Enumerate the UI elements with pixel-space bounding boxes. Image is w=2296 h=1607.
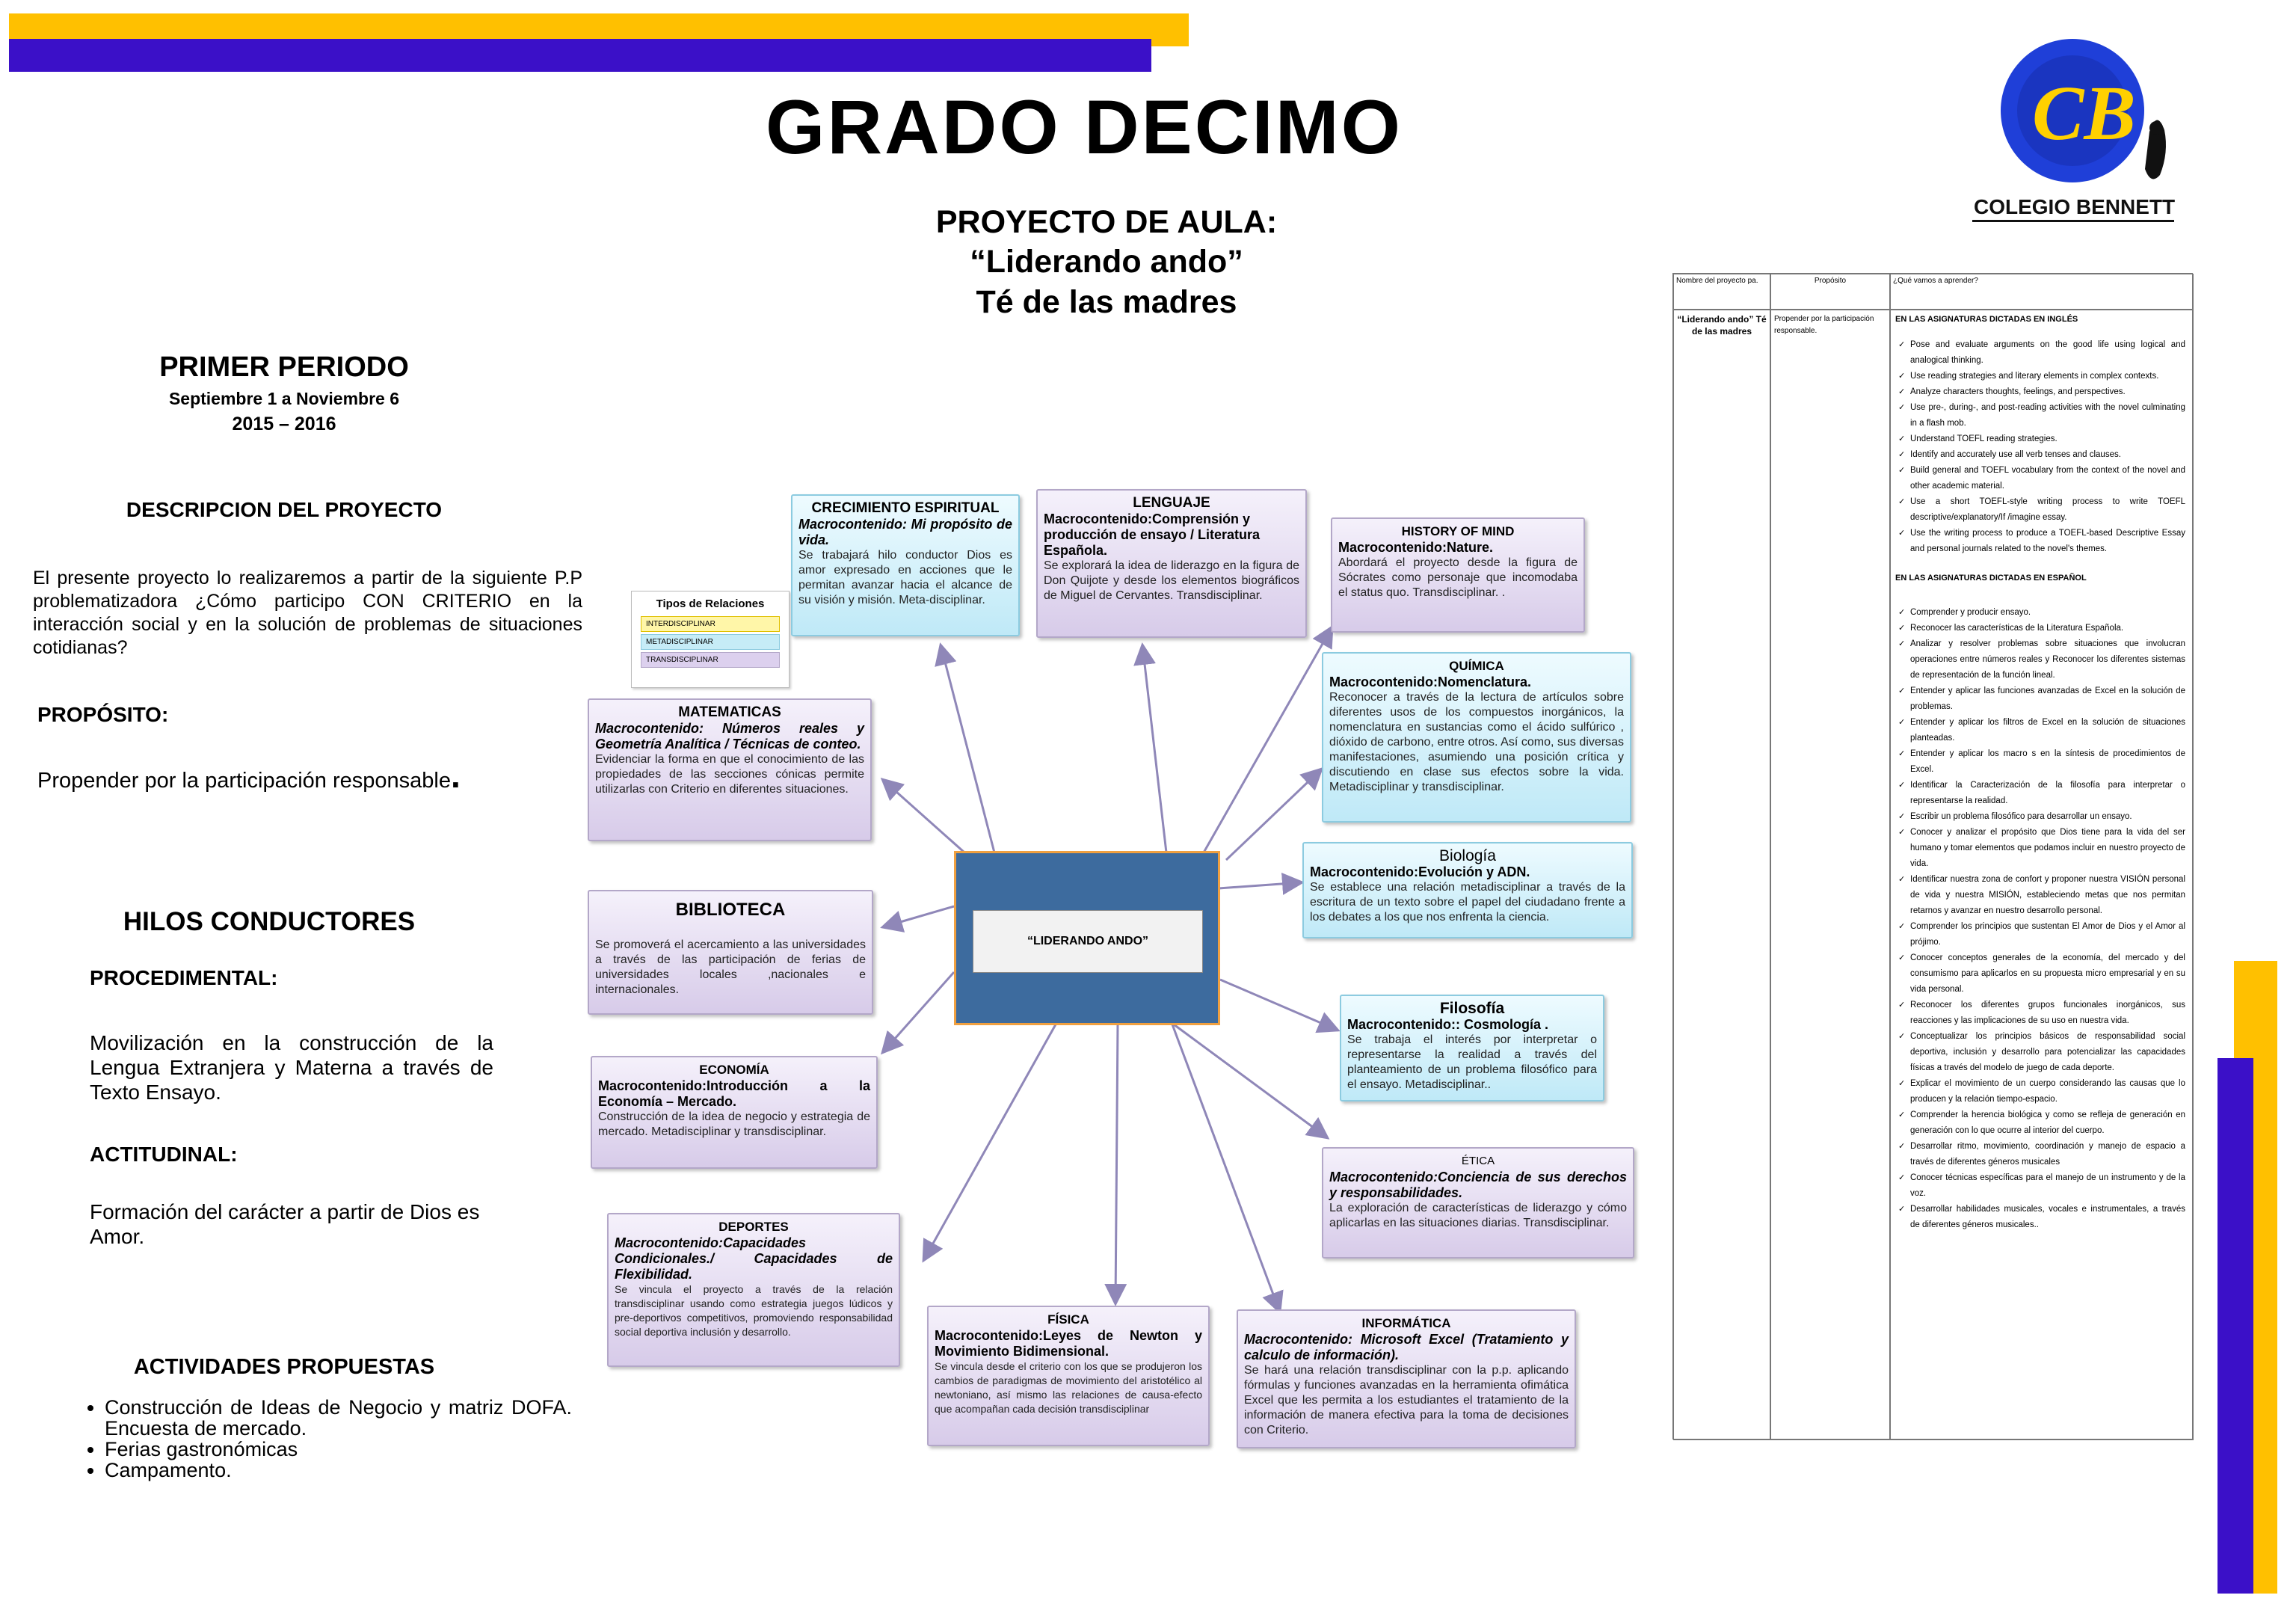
attitudinal-heading: ACTITUDINAL: bbox=[90, 1143, 238, 1166]
list-item: ✓ Analizar y resolver problemas sobre situaciones que involucran operaciones entre números reales y Reconocer los diferentes sistemas de representación de la función lineal. bbox=[1910, 636, 2188, 683]
list-item: ✓ Identificar la Caracterización de la filosofía para interpretar o representarse la realidad. bbox=[1910, 778, 2188, 809]
project-name: “Liderando ando” bbox=[970, 244, 1243, 280]
arrow-crecimiento bbox=[941, 645, 994, 852]
box-macro: Macrocontenido:Comprensión y producción de ensayo / Literatura Española. bbox=[1044, 511, 1261, 558]
arrow-biblioteca bbox=[882, 906, 954, 927]
table-spanish-heading: EN LAS ASIGNATURAS DICTADAS EN ESPAÑOL bbox=[1895, 574, 2087, 583]
arrow-economia bbox=[882, 972, 954, 1053]
box-body: Construcción de la idea de negocio y estrategia de mercado. Metadisciplinar y transdisciplinar. bbox=[598, 1110, 870, 1138]
list-item: ✓ Use the writing process to produce a TOEFL-based Descriptive Essay and personal journals related to the novel's themes. bbox=[1910, 526, 2188, 557]
box-informatica bbox=[1237, 1309, 1576, 1448]
table-learning-cell bbox=[1890, 310, 2194, 1440]
box-body: Evidenciar la forma en que el conocimiento de las propiedades de las secciones cónicas permite utilizarlas con Criterio en diferentes situaciones. bbox=[595, 753, 864, 796]
box-body: Se vincula desde el criterio con los que se produjeron los cambios de paradigmas de movimiento del aristotélico al newtoniano, así mismo las relaciones de causa-efecto que acompañan cada decisión transdisciplinar bbox=[935, 1360, 1202, 1415]
list-item: ✓ Reconocer los diferentes grupos funcionales inorgánicos, sus reacciones y las implicaciones de su uso en nuestra vida. bbox=[1910, 998, 2188, 1029]
procedural-text: Movilización en la construcción de la Lengua Extranjera y Materna a través de Texto Ensayo. bbox=[90, 1031, 493, 1104]
box-body: Se establece una relación metadisciplinar a través de la escritura de un texto sobre el papel del ciudadano frente a los debates a los que nos enfrenta la ciencia. bbox=[1310, 881, 1625, 924]
arrow-matematicas bbox=[882, 779, 964, 852]
list-item: ✓ Analyze characters thoughts, feelings, and perspectives. bbox=[1910, 384, 2188, 400]
list-item: ✓ Comprender la herencia biológica y como se refleja de generación en generación con lo que ocurre al interior del cuerpo. bbox=[1910, 1107, 2188, 1139]
project-label: PROYECTO DE AULA: bbox=[935, 204, 1278, 240]
list-item: ✓ Use pre-, during-, and post-reading activities with the novel culminating in a flash mob. bbox=[1910, 400, 2188, 431]
legend-title: Tipos de Relaciones bbox=[656, 597, 765, 610]
list-item: ✓ Desarrollar ritmo, movimiento, coordinación y manejo de espacio a través de diferentes géneros musicales bbox=[1910, 1139, 2188, 1170]
box-macro: Macrocontenido:Nature. bbox=[1338, 540, 1494, 555]
box-title: BIBLIOTECA bbox=[675, 900, 786, 920]
box-title: CRECIMIENTO ESPIRITUAL bbox=[811, 500, 1000, 516]
box-title: INFORMÁTICA bbox=[1361, 1316, 1451, 1330]
list-item: ✓ Pose and evaluate arguments on the good life using logical and analogical thinking. bbox=[1910, 337, 2188, 369]
box-macro: Macrocontenido:Nomenclatura. bbox=[1329, 675, 1532, 689]
period-year: 2015 – 2016 bbox=[232, 414, 336, 434]
box-macro: Macrocontenido:Conciencia de sus derechos y responsabilidades. bbox=[1329, 1170, 1627, 1200]
arrow-fisica bbox=[1115, 1024, 1118, 1304]
table-project-cell bbox=[1673, 310, 1770, 1440]
list-item: ✓ Conceptualizar los principios básicos de responsabilidad social deportiva, inclusión y desarrollo para potencializar las capacidades físicas a través del modelo de juego de cada deporte. bbox=[1910, 1029, 2188, 1076]
arrow-filosofia bbox=[1220, 980, 1338, 1030]
box-macro: Macrocontenido: Números reales y Geometría Analítica / Técnicas de conteo. bbox=[595, 721, 864, 752]
box-body: Abordará el proyecto desde la figura de Sócrates como personaje que incomodaba el status quo. Transdisciplinar. . bbox=[1338, 556, 1578, 599]
list-item: • Campamento. bbox=[105, 1460, 572, 1481]
box-macro: Macrocontenido:Leyes de Newton y Movimiento Bidimensional. bbox=[935, 1328, 1202, 1359]
box-quimica bbox=[1322, 652, 1631, 823]
box-title: QUÍMICA bbox=[1449, 659, 1504, 673]
box-etica bbox=[1322, 1147, 1634, 1259]
legend-item-metadisciplinar: METADISCIPLINAR bbox=[641, 634, 780, 650]
arrow-deportes bbox=[923, 1024, 1056, 1261]
attitudinal-text: Formación del carácter a partir de Dios es Amor. bbox=[90, 1200, 480, 1248]
spanish-list bbox=[1895, 605, 2188, 1233]
list-item: ✓ Desarrollar habilidades musicales, vocales e instrumentales, a través de diferentes géneros musicales.. bbox=[1910, 1202, 2188, 1233]
central-node bbox=[954, 851, 1220, 1025]
description-text: El presente proyecto lo realizaremos a partir de la siguiente P.P problematizadora ¿Cómo participo CON CRITERIO en la interacción social y en la solución de problemas de situaciones cotidianas? bbox=[33, 568, 582, 658]
list-item: ✓ Reconocer las características de la Literatura Española. bbox=[1910, 621, 2188, 636]
threads-heading: HILOS CONDUCTORES bbox=[123, 907, 416, 936]
list-item: ✓ Conocer y analizar el propósito que Dios tiene para la vida del ser humano y tomar elementos que podamos incluir en nuestro proyecto de vida. bbox=[1910, 825, 2188, 872]
box-body: Reconocer a través de la lectura de artículos sobre diferentes usos de los compuestos inorgánicos, la nomenclatura en sustancias como el ácido sulfúrico , dióxido de carbono, entre otros. Así como, sus diversas manifestaciones, asumiendo una posición crítica y discutiendo en clase sus efectos sobre la vida. Metadisciplinar y transdisciplinar. bbox=[1329, 691, 1624, 793]
list-item: ✓ Conocer técnicas específicas para el manejo de un instrumento y de la voz. bbox=[1910, 1170, 2188, 1202]
box-matematicas bbox=[588, 698, 872, 841]
period-dates: Septiembre 1 a Noviembre 6 bbox=[168, 389, 400, 408]
list-item: ✓ Understand TOEFL reading strategies. bbox=[1910, 431, 2188, 447]
list-item: ✓ Use reading strategies and literary elements in complex contexts. bbox=[1910, 369, 2188, 384]
list-item: • Ferias gastronómicas bbox=[105, 1439, 572, 1460]
list-item: ✓ Conocer conceptos generales de la economía, del mercado y del consumismo para aplicarlos en su propuesta micro empresarial y en su vida personal. bbox=[1910, 950, 2188, 998]
activities-heading: ACTIVIDADES PROPUESTAS bbox=[133, 1355, 435, 1379]
box-crecimiento bbox=[791, 494, 1020, 636]
box-deportes bbox=[607, 1213, 900, 1367]
box-filosofia bbox=[1340, 995, 1604, 1101]
box-history-of-mind bbox=[1331, 517, 1585, 633]
box-macro: Macrocontenido:Capacidades Condicionales./ Capacidades de Flexibilidad. bbox=[615, 1235, 893, 1282]
box-lenguaje bbox=[1036, 489, 1307, 638]
legend-item-transdisciplinar: TRANSDISCIPLINAR bbox=[641, 652, 780, 668]
box-macro: Macrocontenido: Mi propósito de vida. bbox=[798, 517, 1012, 547]
list-item: ✓ Entender y aplicar los macro s en la síntesis de procedimientos de Excel. bbox=[1910, 746, 2188, 778]
arrow-lenguaje bbox=[1142, 645, 1166, 852]
table-header-cell: Propósito bbox=[1770, 274, 1890, 310]
purpose-heading: PROPÓSITO: bbox=[37, 703, 169, 726]
list-item: ✓ Entender y aplicar las funciones avanzadas de Excel en la solución de problemas. bbox=[1910, 683, 2188, 715]
english-list bbox=[1895, 337, 2188, 557]
box-body: Se explorará la idea de liderazgo en la figura de Don Quijote y desde los elementos biográficos de Miguel de Cervantes. Transdisciplinar. bbox=[1044, 559, 1299, 602]
box-body: Se promoverá el acercamiento a las universidades a través de las participación de ferias de universidades locales ,nacionales e internacionales. bbox=[595, 938, 866, 996]
box-fisica bbox=[927, 1306, 1210, 1446]
box-biblioteca bbox=[588, 890, 873, 1015]
central-label: “LIDERANDO ANDO” bbox=[973, 910, 1203, 973]
box-title: FÍSICA bbox=[1047, 1312, 1089, 1327]
box-body: Se trabajará hilo conductor Dios es amor expresado en acciones que le permitan avanzar hacia el alcance de su visión y misión. Meta-disciplinar. bbox=[798, 549, 1012, 606]
list-item: ✓ Use a short TOEFL-style writing process to write TOEFL descriptive/explanatory/If /imagine essay. bbox=[1910, 494, 2188, 526]
purpose-text: Propender por la participación responsable. bbox=[37, 756, 461, 795]
box-body: Se hará una relación transdisciplinar con la p.p. aplicando fórmulas y funciones avanzadas en la herramienta ofimática Excel que les permita a los estudiantes el tratamiento de la información de manera efectiva para la toma de decisiones con Criterio. bbox=[1244, 1364, 1569, 1437]
list-item: ✓ Comprender y producir ensayo. bbox=[1910, 605, 2188, 621]
list-item: ✓ Identificar nuestra zona de confort y proponer nuestra VISIÓN personal de vida y nuestra MISIÓN, estableciendo metas que nos permitan retarnos y avanzar en nuestro desarrollo personal. bbox=[1910, 872, 2188, 919]
list-item: ✓ Escribir un problema filosófico para desarrollar un ensayo. bbox=[1910, 809, 2188, 825]
arrow-informatica bbox=[1172, 1024, 1280, 1312]
box-body: Se trabaja el interés por interpretar o representarse la realidad a través del planteamiento de un problema filosófico para el ensayo. Metadisciplinar.. bbox=[1347, 1033, 1597, 1091]
list-item: ✓ Identify and accurately use all verb tenses and clauses. bbox=[1910, 447, 2188, 463]
page-title: GRADO DECIMO bbox=[766, 85, 1403, 170]
table-header-cell: ¿Qué vamos a aprender? bbox=[1890, 274, 2194, 310]
arrow-etica bbox=[1174, 1024, 1328, 1138]
box-body: La exploración de características de liderazgo y cómo aplicarlas en las situaciones diarias. Transdisciplinar. bbox=[1329, 1202, 1627, 1229]
learning-table bbox=[1672, 273, 2193, 1439]
project-subtitle: Té de las madres bbox=[976, 284, 1237, 320]
description-heading: DESCRIPCION DEL PROYECTO bbox=[126, 498, 443, 521]
table-english-heading: EN LAS ASIGNATURAS DICTADAS EN INGLÉS bbox=[1895, 315, 2078, 324]
list-item: ✓ Comprender los principios que sustentan El Amor de Dios y el Amor al prójimo. bbox=[1910, 919, 2188, 950]
box-macro: Macrocontenido:: Cosmología . bbox=[1347, 1017, 1549, 1032]
box-biologia bbox=[1302, 842, 1633, 938]
table-purpose: Propender por la participación responsable. bbox=[1774, 315, 1874, 335]
list-item: ✓ Explicar el movimiento de un cuerpo considerando las causas que lo producen y la relación tiempo-espacio. bbox=[1910, 1076, 2188, 1107]
procedural-heading: PROCEDIMENTAL: bbox=[90, 966, 278, 989]
period-title: PRIMER PERIODO bbox=[159, 351, 409, 383]
table-purpose-cell bbox=[1770, 310, 1890, 1440]
box-macro: Macrocontenido: Microsoft Excel (Tratamiento y calculo de información). bbox=[1244, 1332, 1569, 1362]
box-economia bbox=[591, 1056, 878, 1169]
box-title: Biología bbox=[1439, 847, 1496, 864]
box-title: Filosofía bbox=[1439, 1000, 1505, 1017]
logo-name: COLEGIO BENNETT bbox=[1974, 195, 2176, 218]
box-title: DEPORTES bbox=[718, 1220, 789, 1234]
arrow-biologia bbox=[1219, 882, 1302, 888]
box-title: MATEMATICAS bbox=[678, 704, 781, 720]
legend-item-interdisciplinar: INTERDISCIPLINAR bbox=[641, 616, 780, 632]
box-body: Se vincula el proyecto a través de la relación transdisciplinar usando como estrategia juegos lúdicos y pre-deportivos competitivos, promoviendo responsabilidad social deportiva inclusión y desarrollo. bbox=[615, 1283, 893, 1338]
purpose-value: Propender por la participación responsable bbox=[37, 769, 451, 793]
box-title: ECONOMÍA bbox=[699, 1063, 769, 1077]
list-item: • Construcción de Ideas de Negocio y matriz DOFA. Encuesta de mercado. bbox=[105, 1397, 572, 1439]
table-header-cell: Nombre del proyecto pa. bbox=[1673, 274, 1770, 310]
logo-initials: CB bbox=[2032, 70, 2136, 156]
list-item: ✓ Entender y aplicar los filtros de Excel en la solución de situaciones planteadas. bbox=[1910, 715, 2188, 746]
list-item: ✓ Build general and TOEFL vocabulary from the context of the novel and other academic material. bbox=[1910, 463, 2188, 494]
box-title: ÉTICA bbox=[1461, 1155, 1495, 1167]
box-macro: Macrocontenido:Evolución y ADN. bbox=[1310, 864, 1530, 879]
box-title: LENGUAJE bbox=[1133, 495, 1210, 511]
box-macro: Macrocontenido:Introducción a la Economía – Mercado. bbox=[598, 1078, 870, 1109]
table-project-name: “Liderando ando” Té de las madres bbox=[1677, 314, 1767, 337]
box-title: HISTORY OF MIND bbox=[1401, 524, 1515, 538]
